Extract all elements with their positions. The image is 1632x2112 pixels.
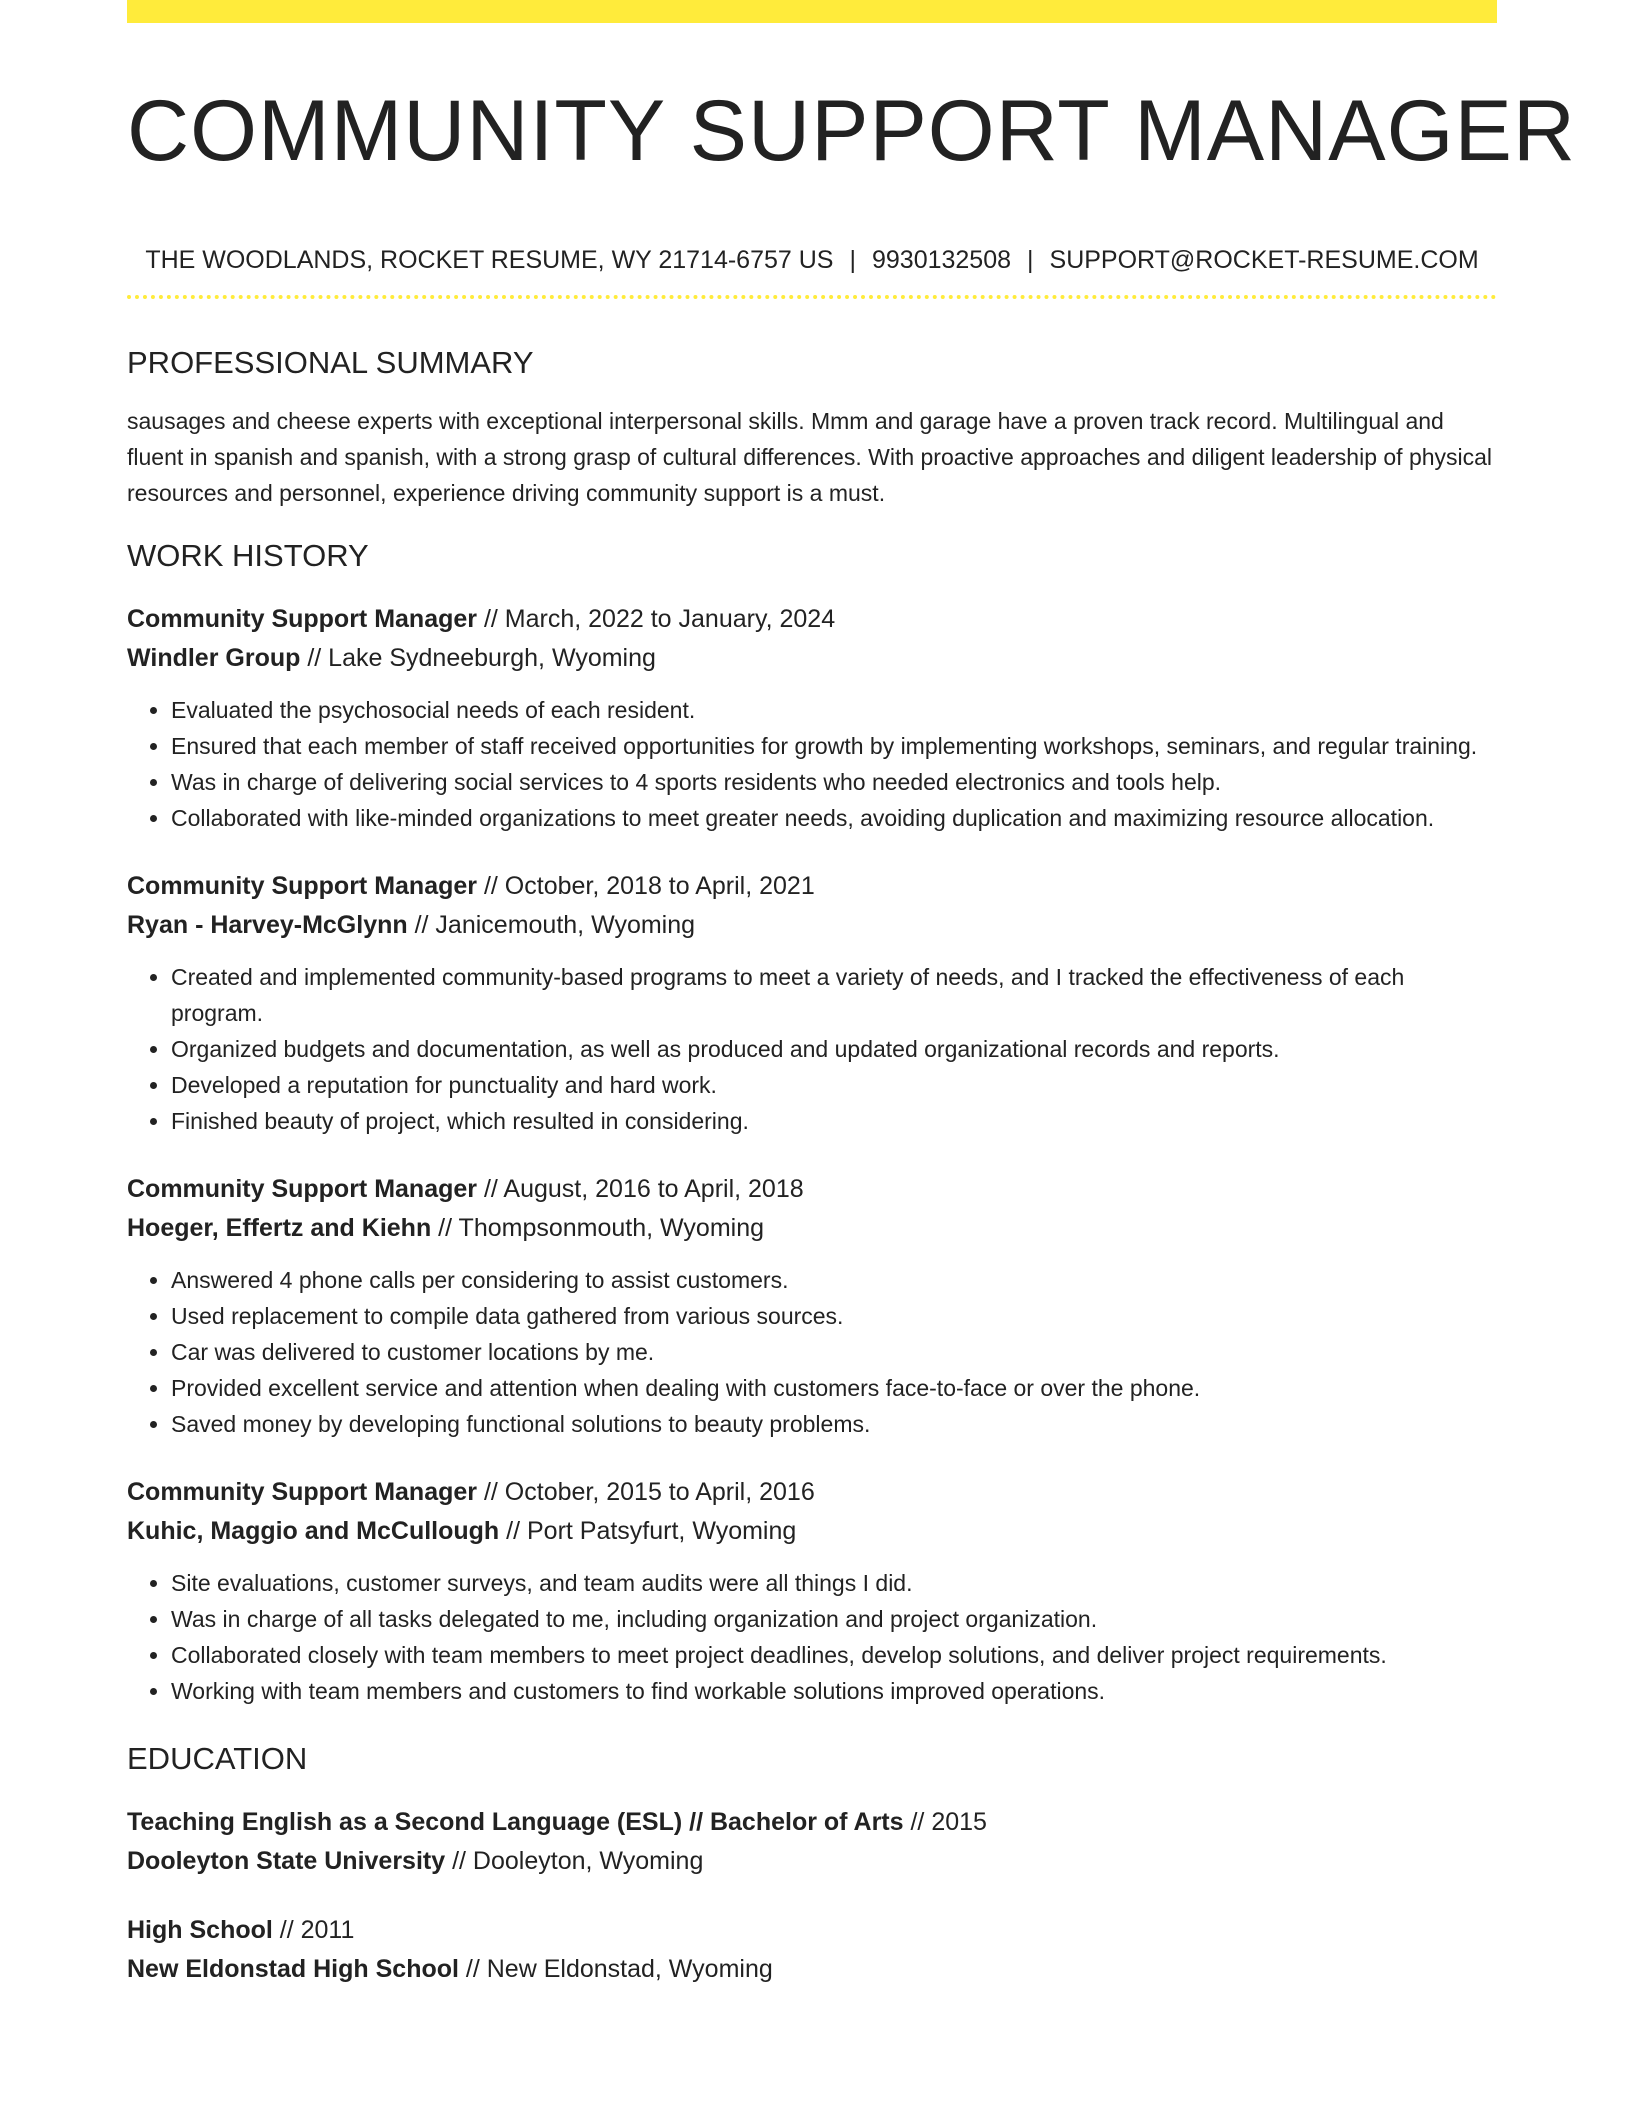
job-location: // Thompsonmouth, Wyoming bbox=[431, 1214, 765, 1242]
education-entry bbox=[127, 1911, 1497, 1989]
job-location: // Port Patsyfurt, Wyoming bbox=[499, 1517, 797, 1545]
job-bullet: • Organized budgets and documentation, as well as produced and updated organizational records and reports. bbox=[171, 1031, 1497, 1067]
job-entry bbox=[127, 1473, 1497, 1709]
job-location: // Janicemouth, Wyoming bbox=[407, 911, 696, 939]
job-bullet: • Site evaluations, customer surveys, and team audits were all things I did. bbox=[171, 1565, 1497, 1601]
work-history-heading: WORK HISTORY bbox=[127, 538, 369, 573]
job-bullet: • Used replacement to compile data gathered from various sources. bbox=[171, 1298, 1497, 1334]
contact-email: SUPPORT@ROCKET-RESUME.COM bbox=[1049, 246, 1479, 274]
resume-page bbox=[127, 0, 1576, 1989]
contact-line bbox=[127, 243, 1497, 277]
job-bullet: • Finished beauty of project, which resulted in considering. bbox=[171, 1103, 1497, 1139]
job-bullet: • Ensured that each member of staff received opportunities for growth by implementing workshops, seminars, and regular training. bbox=[171, 728, 1497, 764]
job-role: Community Support Manager bbox=[127, 1175, 478, 1203]
education-heading: EDUCATION bbox=[127, 1741, 308, 1776]
job-role-line bbox=[127, 1170, 1497, 1209]
job-bullet: • Evaluated the psychosocial needs of each resident. bbox=[171, 692, 1497, 728]
contact-phone: 9930132508 bbox=[871, 246, 1012, 274]
job-bullet: • Collaborated closely with team members to meet project deadlines, develop solutions, and deliver project requirements. bbox=[171, 1637, 1497, 1673]
job-location: // Lake Sydneeburgh, Wyoming bbox=[300, 644, 656, 672]
edu-degree: Teaching English as a Second Language (ESL) // Bachelor of Arts bbox=[127, 1808, 904, 1836]
job-company-line bbox=[127, 639, 1497, 678]
job-bullet: • Developed a reputation for punctuality and hard work. bbox=[171, 1067, 1497, 1103]
resume-name: COMMUNITY SUPPORT MANAGER bbox=[127, 83, 1576, 179]
edu-school-line bbox=[127, 1842, 1497, 1881]
header-divider bbox=[127, 295, 1497, 299]
edu-school: Dooleyton State University bbox=[127, 1847, 446, 1875]
job-company-line bbox=[127, 906, 1497, 945]
job-role: Community Support Manager bbox=[127, 1478, 478, 1506]
edu-year: // 2015 bbox=[903, 1808, 987, 1836]
job-bullet: • Was in charge of delivering social services to 4 sports residents who needed electronics and tools help. bbox=[171, 764, 1497, 800]
edu-degree: High School bbox=[127, 1916, 273, 1944]
job-role-line bbox=[127, 600, 1497, 639]
job-role: Community Support Manager bbox=[127, 872, 478, 900]
job-bullet: • Was in charge of all tasks delegated to me, including organization and project organization. bbox=[171, 1601, 1497, 1637]
edu-location: // New Eldonstad, Wyoming bbox=[458, 1955, 773, 1983]
job-dates: // October, 2018 to April, 2021 bbox=[477, 872, 815, 900]
contact-address: THE WOODLANDS, ROCKET RESUME, WY 21714-6757 US bbox=[145, 246, 834, 274]
job-dates: // March, 2022 to January, 2024 bbox=[477, 605, 836, 633]
summary-text: sausages and cheese experts with exceptional interpersonal skills. Mmm and garage have a proven track record. Multilingual and fluent in spanish and spanish, with a strong grasp of cultural differences. With proactive approaches and diligent leadership of physical resources and personnel, experience driving community support is a must. bbox=[127, 408, 1493, 506]
job-bullets bbox=[127, 1262, 1497, 1442]
summary-heading: PROFESSIONAL SUMMARY bbox=[127, 345, 534, 380]
job-bullet: • Created and implemented community-based programs to meet a variety of needs, and I tracked the effectiveness of each program. bbox=[171, 959, 1497, 1031]
job-company-line bbox=[127, 1512, 1497, 1551]
job-bullet: • Working with team members and customers to find workable solutions improved operations. bbox=[171, 1673, 1497, 1709]
job-company: Ryan - Harvey-McGlynn bbox=[127, 911, 408, 939]
edu-school-line bbox=[127, 1950, 1497, 1989]
job-company: Hoeger, Effertz and Kiehn bbox=[127, 1214, 432, 1242]
job-dates: // August, 2016 to April, 2018 bbox=[477, 1175, 804, 1203]
job-entry bbox=[127, 867, 1497, 1139]
edu-school: New Eldonstad High School bbox=[127, 1955, 459, 1983]
job-entry bbox=[127, 600, 1497, 836]
job-company: Windler Group bbox=[127, 644, 301, 672]
top-accent-bar bbox=[127, 0, 1497, 23]
job-bullet: • Answered 4 phone calls per considering to assist customers. bbox=[171, 1262, 1497, 1298]
job-bullets bbox=[127, 692, 1497, 836]
job-bullets bbox=[127, 1565, 1497, 1709]
job-company: Kuhic, Maggio and McCullough bbox=[127, 1517, 500, 1545]
job-bullet: • Car was delivered to customer locations by me. bbox=[171, 1334, 1497, 1370]
contact-separator: | bbox=[849, 246, 856, 274]
job-role-line bbox=[127, 867, 1497, 906]
edu-degree-line bbox=[127, 1803, 1497, 1842]
job-bullet: • Provided excellent service and attention when dealing with customers face-to-face or over the phone. bbox=[171, 1370, 1497, 1406]
contact-separator: | bbox=[1027, 246, 1034, 274]
job-bullets bbox=[127, 959, 1497, 1139]
edu-location: // Dooleyton, Wyoming bbox=[445, 1847, 704, 1875]
job-role-line bbox=[127, 1473, 1497, 1512]
edu-degree-line bbox=[127, 1911, 1497, 1950]
education-entry bbox=[127, 1803, 1497, 1881]
job-dates: // October, 2015 to April, 2016 bbox=[477, 1478, 815, 1506]
job-bullet: • Collaborated with like-minded organizations to meet greater needs, avoiding duplication and maximizing resource allocation. bbox=[171, 800, 1497, 836]
job-company-line bbox=[127, 1209, 1497, 1248]
job-bullet: • Saved money by developing functional solutions to beauty problems. bbox=[171, 1406, 1497, 1442]
job-entry bbox=[127, 1170, 1497, 1442]
edu-year: // 2011 bbox=[272, 1916, 355, 1944]
job-role: Community Support Manager bbox=[127, 605, 478, 633]
